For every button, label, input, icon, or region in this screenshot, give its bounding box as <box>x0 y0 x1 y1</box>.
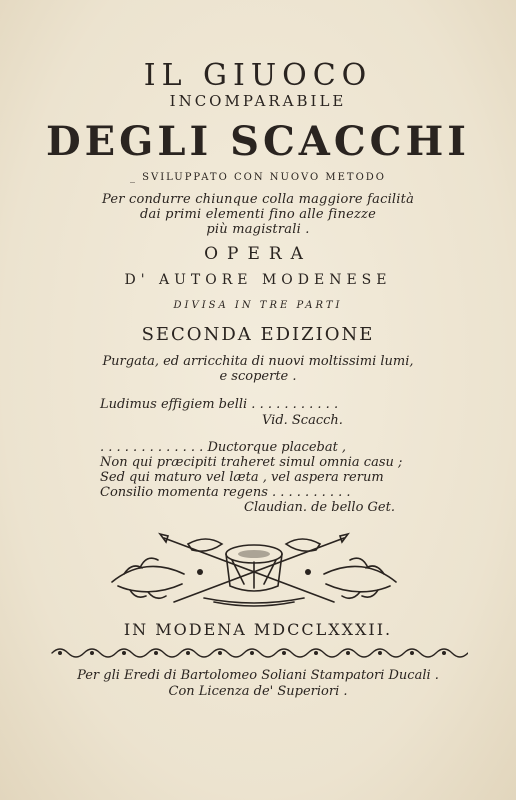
purgata-line-2: e scoperte . <box>219 369 297 384</box>
epigraph-1-source: Vid. Scacch. <box>262 413 343 428</box>
epigraph-1-text: Ludimus effigiem belli . . . . . . . . . . . <box>100 397 339 412</box>
publisher-line-2: Con Licenza de' Superiori . <box>168 684 348 699</box>
parts-line: DIVISA IN TRE PARTI <box>173 300 343 311</box>
subtitle-line-3: più magistrali . <box>206 222 310 237</box>
epigraph-2-line-1: . . . . . . . . . . . . . Ductorque placebat , <box>100 440 347 455</box>
title-line-1: IL GIUOCO <box>143 58 373 93</box>
epigraph-2-line-2: Non qui præcipiti traheret simul omnia casu ; <box>100 455 403 470</box>
subtitle-line-2: dai primi elementi fino alle finezze <box>140 207 376 222</box>
epigraph-2-line-4: Consilio momenta regens . . . . . . . . . . <box>100 485 351 500</box>
trophy-vignette-icon <box>104 524 404 610</box>
title-line-2: INCOMPARABILE <box>169 92 347 110</box>
edition-line: SECONDA EDIZIONE <box>141 324 375 345</box>
epigraph-2-source: Claudian. de bello Get. <box>244 500 395 515</box>
purgata-line-1: Purgata, ed arricchita di nuovi moltissimi lumi, <box>102 354 414 369</box>
title-line-4: _ SVILUPPATO CON NUOVO METODO <box>129 172 386 183</box>
subtitle-line-1: Per condurre chiunque colla maggiore facilità <box>101 192 415 207</box>
publisher-line-1: Per gli Eredi di Bartolomeo Soliani Stampatori Ducali . <box>77 668 439 683</box>
epigraph-2-line-3: Sed qui maturo vel læta , vel aspera rerum <box>100 470 384 485</box>
opera-heading: OPERA <box>204 244 312 264</box>
ornamental-border-icon <box>48 645 468 661</box>
author-line: D' AUTORE MODENESE <box>124 272 392 288</box>
title-line-3: DEGLI SCACCHI <box>45 118 471 165</box>
imprint-line: IN MODENA MDCCLXXXII. <box>123 620 393 639</box>
